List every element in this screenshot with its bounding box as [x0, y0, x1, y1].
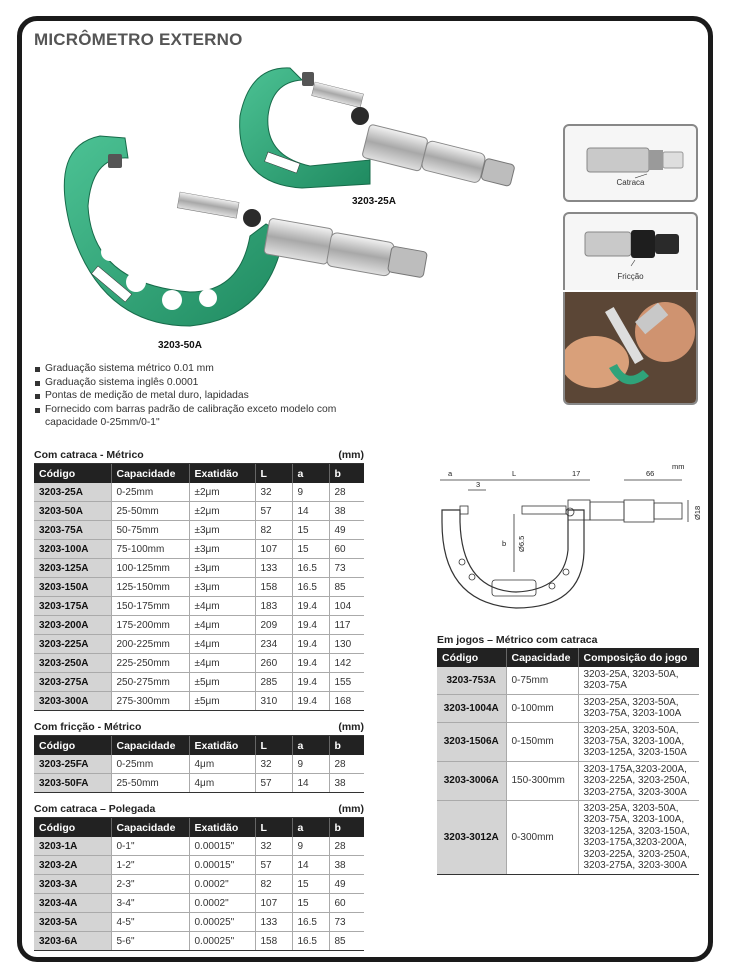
cell-code: 3203-3012A	[437, 801, 506, 874]
table-cell: 0-100mm	[506, 694, 578, 722]
table-cell: 0.00025"	[189, 932, 255, 951]
table-cell: 4-5"	[111, 913, 189, 932]
table-row	[34, 673, 364, 692]
table-row	[437, 667, 699, 694]
cell-code: 3203-25FA	[34, 755, 111, 774]
table-cell: 0.0002"	[189, 894, 255, 913]
table-cell: ±3μm	[189, 521, 255, 540]
cell-code: 3203-1506A	[437, 722, 506, 761]
table-cell: 19.4	[292, 635, 329, 654]
table-cell: 158	[255, 578, 292, 597]
table-cell: 155	[329, 673, 364, 692]
table-cell: ±4μm	[189, 616, 255, 635]
col-header: Código	[34, 736, 111, 755]
col-header: b	[329, 736, 364, 755]
dim-unit: mm	[672, 462, 685, 471]
table-cell: ±5μm	[189, 692, 255, 711]
cell-code: 3203-75A	[34, 521, 111, 540]
table-row	[34, 483, 364, 502]
table-cell: 4μm	[189, 774, 255, 793]
cell-code: 3203-300A	[34, 692, 111, 711]
col-header: Capacidade	[111, 818, 189, 837]
table-cell: 9	[292, 755, 329, 774]
table-cell: 0-150mm	[506, 722, 578, 761]
table-cell: 14	[292, 774, 329, 793]
table-cell: ±5μm	[189, 673, 255, 692]
table-title: Com catraca - Métrico	[34, 449, 144, 461]
feature-item: Fornecido com barras padrão de calibração exceto modelo com capacidade 0-25mm/0-1"	[34, 403, 354, 430]
table-unit: (mm)	[338, 721, 364, 733]
dim-66: 66	[646, 469, 655, 478]
table-row	[437, 761, 699, 800]
table-cell: 150-300mm	[506, 761, 578, 800]
col-header: Capacidade	[111, 464, 189, 483]
table-cell: ±3μm	[189, 578, 255, 597]
micrometer-large-icon	[64, 136, 427, 326]
table-ratchet-inch	[34, 803, 364, 951]
table-cell: 85	[329, 578, 364, 597]
col-header: Código	[34, 464, 111, 483]
table-row	[34, 932, 364, 951]
table-cell: 0-300mm	[506, 801, 578, 874]
table-sets	[437, 634, 699, 875]
table-cell: 150-175mm	[111, 597, 189, 616]
table-cell: 49	[329, 521, 364, 540]
table-unit: (mm)	[338, 803, 364, 815]
table-cell: 28	[329, 837, 364, 856]
table-cell: 260	[255, 654, 292, 673]
table-cell: 32	[255, 755, 292, 774]
table-cell: 3203-25A, 3203-50A, 3203-75A, 3203-100A	[578, 694, 699, 722]
table-cell: 133	[255, 559, 292, 578]
table-cell: 50-75mm	[111, 521, 189, 540]
label-large-model: 3203-50A	[158, 340, 202, 351]
cell-code: 3203-275A	[34, 673, 111, 692]
table-cell: 16.5	[292, 932, 329, 951]
table-cell: 2-3"	[111, 875, 189, 894]
table-cell: ±2μm	[189, 502, 255, 521]
col-header: Exatidão	[189, 818, 255, 837]
table-cell: 15	[292, 521, 329, 540]
col-header: Composição do jogo	[578, 648, 699, 667]
col-header: a	[292, 818, 329, 837]
table-cell: 209	[255, 616, 292, 635]
table-cell: 57	[255, 502, 292, 521]
micrometer-small-icon	[240, 68, 515, 188]
dim-L: L	[512, 469, 517, 478]
table-row	[34, 597, 364, 616]
table-cell: 117	[329, 616, 364, 635]
friction-photo	[563, 212, 698, 290]
table-row	[34, 559, 364, 578]
table-cell: 14	[292, 856, 329, 875]
col-header: Código	[34, 818, 111, 837]
table-row	[34, 755, 364, 774]
table-friction-metric	[34, 721, 364, 793]
feature-list	[34, 362, 354, 430]
table-cell: 57	[255, 856, 292, 875]
table-cell: 60	[329, 894, 364, 913]
col-header: a	[292, 736, 329, 755]
table-cell: 3203-25A, 3203-50A, 3203-75A, 3203-100A, 3203-125A, 3203-150A, 3203-175A,3203-200A, 3203-225A, 3203-250A, 3203-275A, 3203-300A	[578, 801, 699, 874]
table-row	[34, 502, 364, 521]
table-cell: 175-200mm	[111, 616, 189, 635]
friction-label: Fricção	[617, 272, 644, 281]
cell-code: 3203-25A	[34, 483, 111, 502]
cell-code: 3203-4A	[34, 894, 111, 913]
cell-code: 3203-6A	[34, 932, 111, 951]
page-title: MICRÔMETRO EXTERNO	[34, 30, 243, 49]
dimension-diagram	[432, 462, 716, 632]
table-row	[34, 894, 364, 913]
table-title: Com catraca – Polegada	[34, 803, 156, 815]
table-cell: 5-6"	[111, 932, 189, 951]
table-cell: 168	[329, 692, 364, 711]
col-header: Exatidão	[189, 464, 255, 483]
table-cell: ±4μm	[189, 597, 255, 616]
label-small-model: 3203-25A	[352, 196, 396, 207]
ratchet-label: Catraca	[616, 178, 645, 187]
cell-code: 3203-1004A	[437, 694, 506, 722]
col-header: L	[255, 464, 292, 483]
table-row	[34, 856, 364, 875]
cell-code: 3203-100A	[34, 540, 111, 559]
ratchet-icon	[565, 126, 696, 200]
table-row	[34, 521, 364, 540]
table-cell: 49	[329, 875, 364, 894]
table-cell: 75-100mm	[111, 540, 189, 559]
table-cell: 85	[329, 932, 364, 951]
table-row	[34, 540, 364, 559]
table-cell: 28	[329, 755, 364, 774]
dim-dia18: Ø18	[693, 505, 702, 520]
table-cell: 16.5	[292, 913, 329, 932]
table-cell: ±3μm	[189, 540, 255, 559]
table-cell: 57	[255, 774, 292, 793]
table-cell: 16.5	[292, 559, 329, 578]
table-cell: 3-4"	[111, 894, 189, 913]
col-header: L	[255, 818, 292, 837]
table-row	[34, 837, 364, 856]
table-cell: 200-225mm	[111, 635, 189, 654]
cell-code: 3203-250A	[34, 654, 111, 673]
table-cell: 32	[255, 483, 292, 502]
table-cell: 19.4	[292, 654, 329, 673]
table-row	[34, 913, 364, 932]
table-cell: 107	[255, 540, 292, 559]
dim-17: 17	[572, 469, 581, 478]
table-cell: 60	[329, 540, 364, 559]
table-cell: 183	[255, 597, 292, 616]
table-cell: 100-125mm	[111, 559, 189, 578]
table-row	[34, 774, 364, 793]
table-cell: 14	[292, 502, 329, 521]
table-cell: 73	[329, 913, 364, 932]
col-header: Capacidade	[506, 648, 578, 667]
table-unit: (mm)	[338, 449, 364, 461]
table-row	[34, 616, 364, 635]
col-header: Código	[437, 648, 506, 667]
table-cell: 107	[255, 894, 292, 913]
table-cell: 38	[329, 502, 364, 521]
table-cell: 0-75mm	[506, 667, 578, 694]
feature-item: Graduação sistema métrico 0.01 mm	[34, 362, 354, 376]
table-row	[34, 654, 364, 673]
table-cell: 133	[255, 913, 292, 932]
cell-code: 3203-200A	[34, 616, 111, 635]
table-cell: 310	[255, 692, 292, 711]
table-cell: 16.5	[292, 578, 329, 597]
table-cell: 285	[255, 673, 292, 692]
table-cell: 225-250mm	[111, 654, 189, 673]
table-cell: 234	[255, 635, 292, 654]
table-title: Com fricção - Métrico	[34, 721, 142, 733]
table-cell: 19.4	[292, 673, 329, 692]
table-cell: ±2μm	[189, 483, 255, 502]
table-cell: 9	[292, 483, 329, 502]
cell-code: 3203-2A	[34, 856, 111, 875]
table-cell: 0.0002"	[189, 875, 255, 894]
table-cell: 19.4	[292, 692, 329, 711]
table-row	[34, 578, 364, 597]
hand-icon	[565, 292, 696, 403]
table-cell: ±4μm	[189, 635, 255, 654]
table-row	[34, 692, 364, 711]
cell-code: 3203-1A	[34, 837, 111, 856]
table-cell: 0.00015"	[189, 837, 255, 856]
table-cell: 82	[255, 521, 292, 540]
table-cell: 142	[329, 654, 364, 673]
table-cell: ±4μm	[189, 654, 255, 673]
table-cell: 9	[292, 837, 329, 856]
dim-b: b	[502, 539, 507, 548]
col-header: a	[292, 464, 329, 483]
table-cell: 4μm	[189, 755, 255, 774]
col-header: Capacidade	[111, 736, 189, 755]
dim-dia65: Ø6.5	[517, 535, 526, 552]
table-cell: 19.4	[292, 597, 329, 616]
cell-code: 3203-150A	[34, 578, 111, 597]
table-row	[437, 722, 699, 761]
table-title: Em jogos – Métrico com catraca	[437, 634, 598, 646]
table-cell: 3203-175A,3203-200A, 3203-225A, 3203-250A, 3203-275A, 3203-300A	[578, 761, 699, 800]
cell-code: 3203-5A	[34, 913, 111, 932]
table-row	[34, 875, 364, 894]
table-cell: 0.00015"	[189, 856, 255, 875]
col-header: b	[329, 818, 364, 837]
dim-a: a	[448, 469, 453, 478]
cell-code: 3203-175A	[34, 597, 111, 616]
table-cell: 82	[255, 875, 292, 894]
table-cell: ±3μm	[189, 559, 255, 578]
table-cell: 25-50mm	[111, 502, 189, 521]
table-cell: 158	[255, 932, 292, 951]
table-cell: 15	[292, 540, 329, 559]
table-ratchet-metric	[34, 449, 364, 711]
table-cell: 28	[329, 483, 364, 502]
cell-code: 3203-753A	[437, 667, 506, 694]
table-cell: 15	[292, 894, 329, 913]
table-cell: 104	[329, 597, 364, 616]
col-header: L	[255, 736, 292, 755]
ratchet-photo	[563, 124, 698, 202]
table-cell: 15	[292, 875, 329, 894]
table-cell: 130	[329, 635, 364, 654]
cell-code: 3203-3A	[34, 875, 111, 894]
cell-code: 3203-125A	[34, 559, 111, 578]
col-header: b	[329, 464, 364, 483]
table-cell: 250-275mm	[111, 673, 189, 692]
table-cell: 0-1"	[111, 837, 189, 856]
cell-code: 3203-225A	[34, 635, 111, 654]
table-cell: 275-300mm	[111, 692, 189, 711]
table-row	[34, 635, 364, 654]
micrometer-photo	[40, 56, 540, 356]
cell-code: 3203-50FA	[34, 774, 111, 793]
table-cell: 0-25mm	[111, 755, 189, 774]
table-cell: 19.4	[292, 616, 329, 635]
feature-item: Graduação sistema inglês 0.0001	[34, 376, 354, 390]
cell-code: 3203-50A	[34, 502, 111, 521]
table-cell: 3203-25A, 3203-50A, 3203-75A	[578, 667, 699, 694]
table-row	[437, 694, 699, 722]
cell-code: 3203-3006A	[437, 761, 506, 800]
table-cell: 38	[329, 856, 364, 875]
table-cell: 73	[329, 559, 364, 578]
dim-3: 3	[476, 480, 481, 489]
table-row	[437, 801, 699, 874]
table-cell: 3203-25A, 3203-50A, 3203-75A, 3203-100A, 3203-125A, 3203-150A	[578, 722, 699, 761]
table-cell: 38	[329, 774, 364, 793]
col-header: Exatidão	[189, 736, 255, 755]
hand-usage-photo	[563, 292, 698, 405]
table-cell: 1-2"	[111, 856, 189, 875]
feature-item: Pontas de medição de metal duro, lapidadas	[34, 389, 354, 403]
table-cell: 25-50mm	[111, 774, 189, 793]
table-cell: 0-25mm	[111, 483, 189, 502]
table-cell: 0.00025"	[189, 913, 255, 932]
table-cell: 125-150mm	[111, 578, 189, 597]
table-cell: 32	[255, 837, 292, 856]
